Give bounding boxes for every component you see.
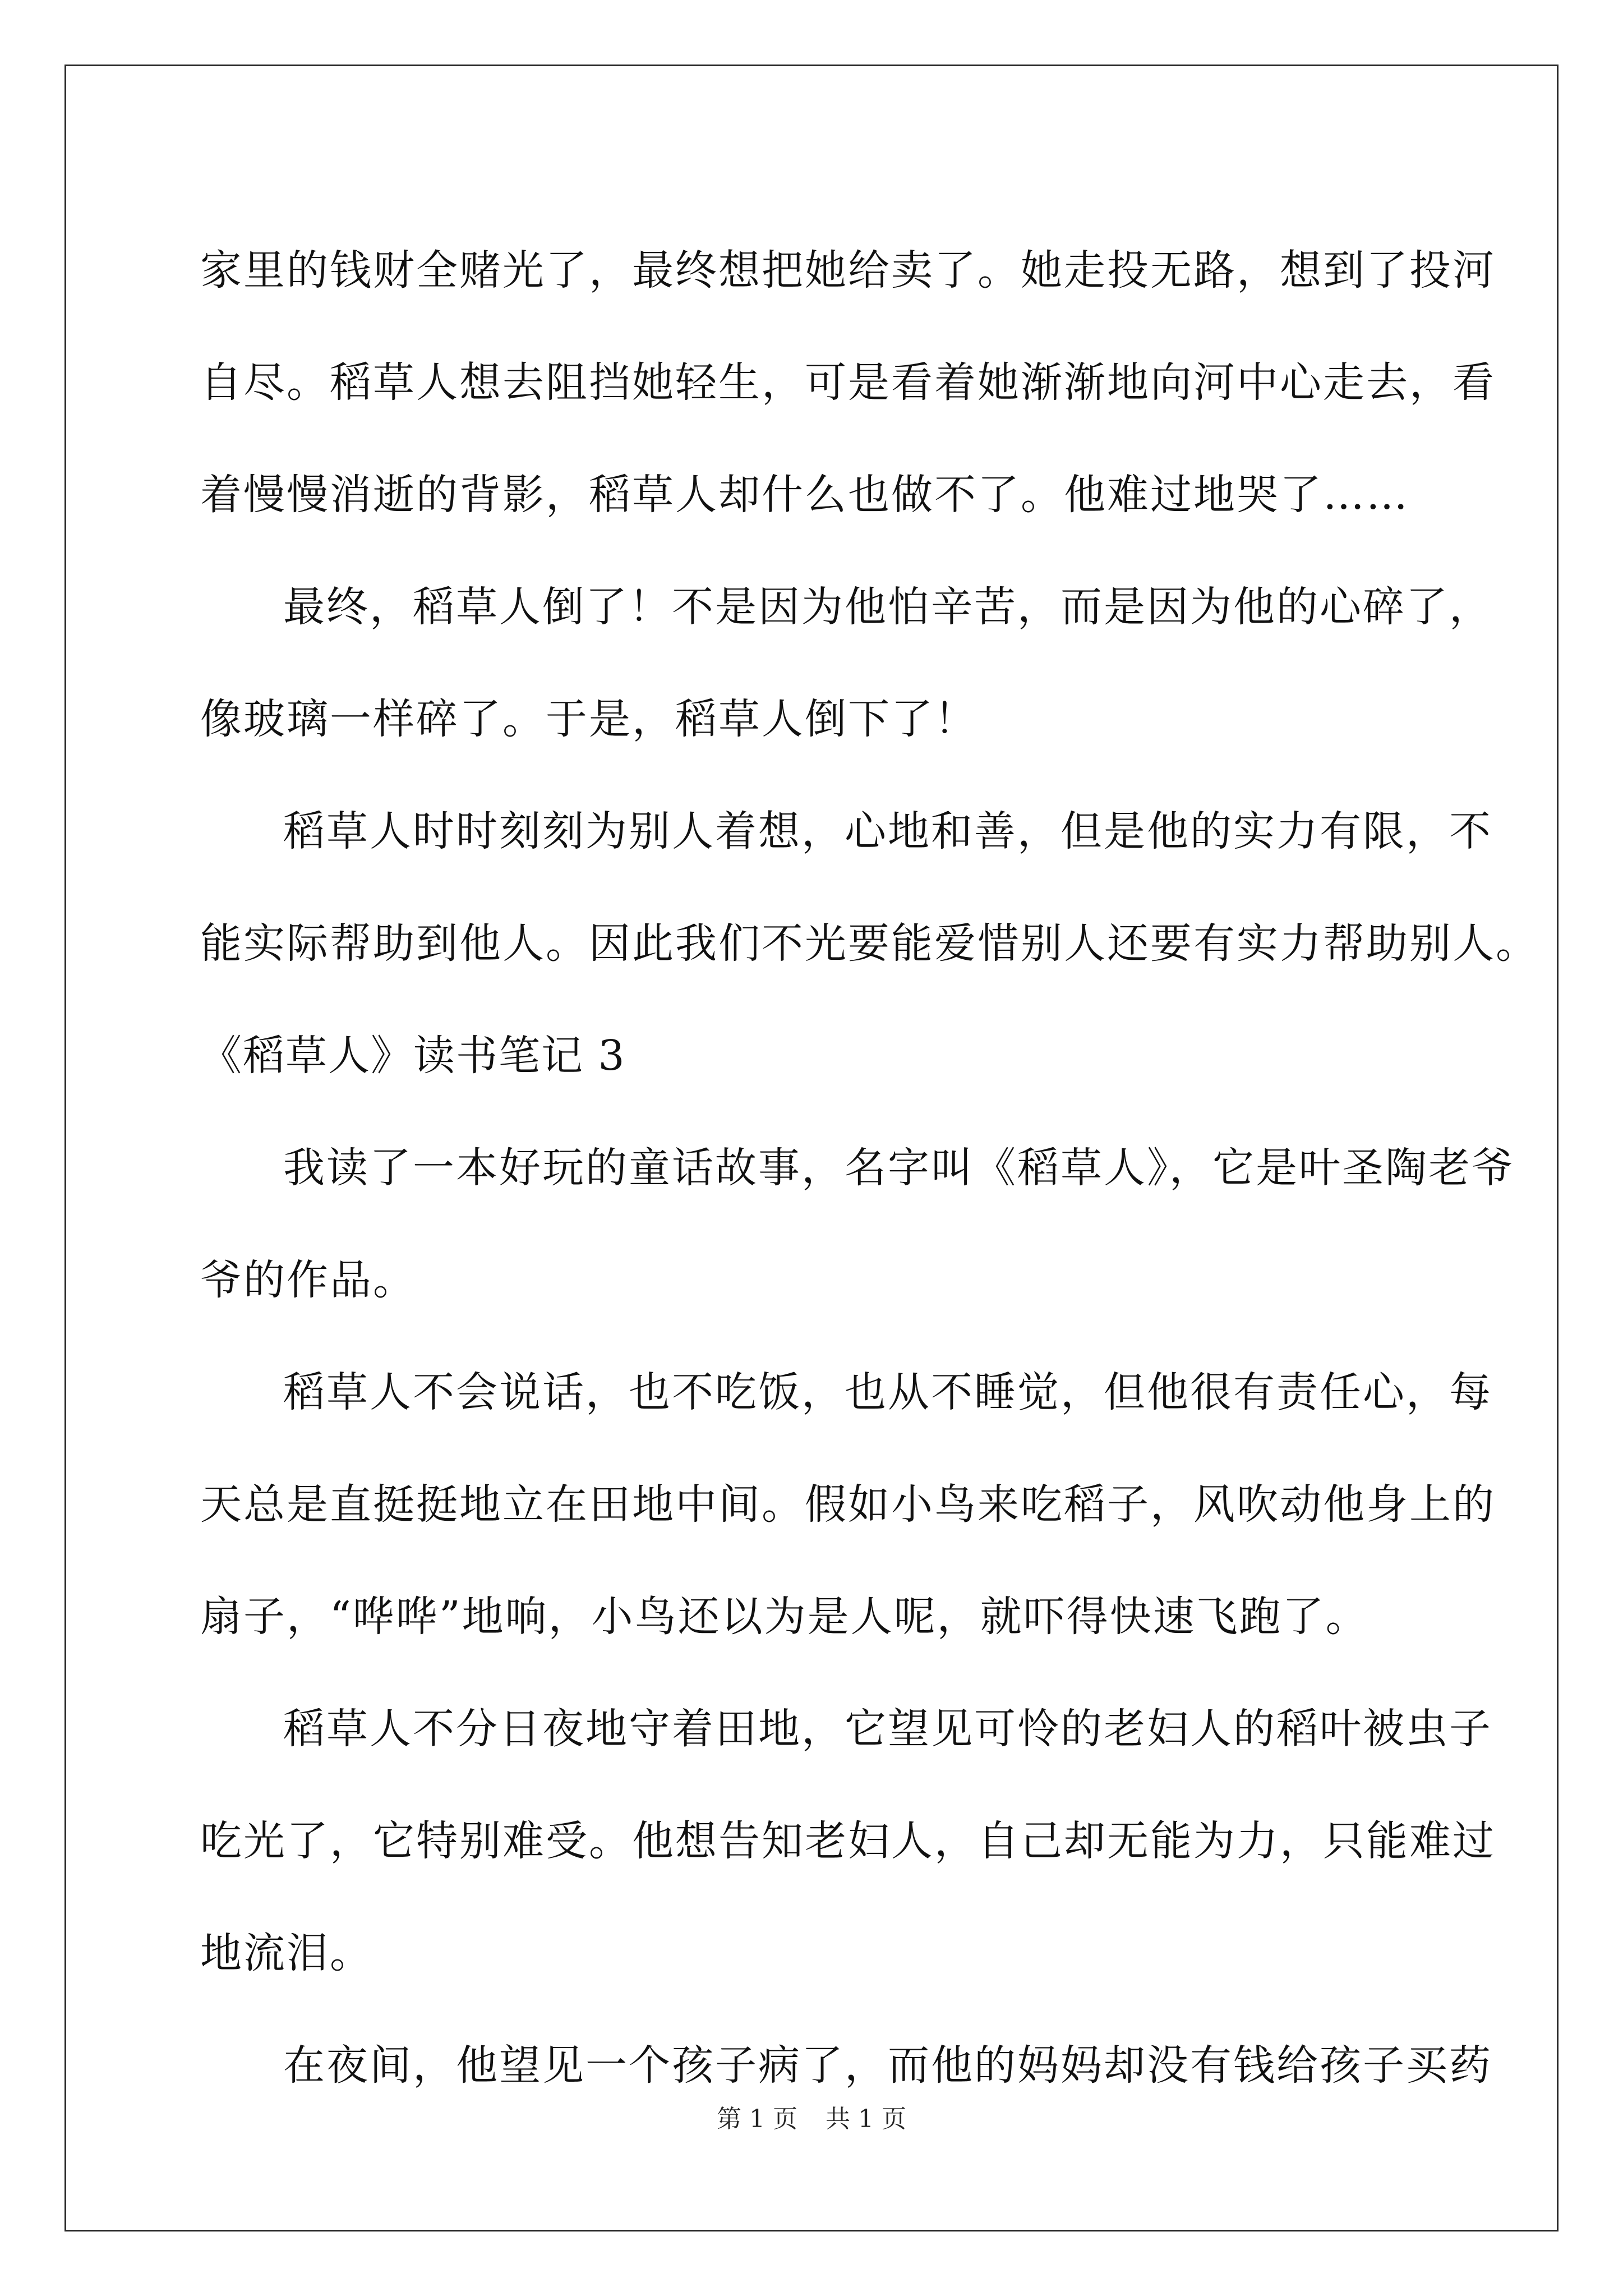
paragraph-start-line: 我读了一本好玩的童话故事，名字叫《稻草人》，它是叶圣陶老爷 (283, 1144, 1515, 1192)
page-number-total: 共 1 页 (826, 2105, 906, 2133)
text-line: 吃光了，它特别难受。他想告知老妇人，自己却无能为力，只能难过 (200, 1817, 1496, 1865)
text-line: 爷的作品。 (200, 1256, 416, 1304)
paragraph-start-line: 在夜间，他望见一个孩子病了，而他的妈妈却没有钱给孩子买药 (283, 2041, 1492, 2090)
text-line: 扇子，“哗哗”地响，小鸟还以为是人呢，就吓得快速飞跑了。 (200, 1593, 1369, 1641)
section-heading: 《稻草人》读书笔记 3 (200, 1032, 626, 1080)
page-footer (0, 2102, 1623, 2136)
paragraph-start-line: 稻草人不会说话，也不吃饭，也从不睡觉，但他很有责任心，每 (283, 1368, 1492, 1416)
text-line: 天总是直挺挺地立在田地中间。假如小鸟来吃稻子，风吹动他身上的 (200, 1480, 1496, 1529)
text-line: 家里的钱财全赌光了，最终想把她给卖了。她走投无路，想到了投河 (200, 246, 1496, 295)
text-line: 能实际帮助到他人。因此我们不光要能爱惜别人还要有实力帮助别人。 (200, 919, 1539, 968)
paragraph-start-line: 最终，稻草人倒了！不是因为他怕辛苦，而是因为他的心碎了， (283, 583, 1492, 631)
text-line: 像玻璃一样碎了。于是，稻草人倒下了！ (200, 695, 978, 743)
text-line: 着慢慢消逝的背影，稻草人却什么也做不了。他难过地哭了…… (200, 471, 1409, 519)
document-body (200, 214, 1539, 2122)
page-number-current: 第 1 页 (717, 2105, 797, 2133)
paragraph-start-line: 稻草人不分日夜地守着田地，它望见可怜的老妇人的稻叶被虫子 (283, 1705, 1492, 1753)
paragraph-start-line: 稻草人时时刻刻为别人着想，心地和善，但是他的实力有限，不 (283, 807, 1492, 855)
text-line: 地流泪。 (200, 1929, 373, 1977)
text-line: 自尽。稻草人想去阻挡她轻生，可是看着她渐渐地向河中心走去，看 (200, 358, 1496, 407)
